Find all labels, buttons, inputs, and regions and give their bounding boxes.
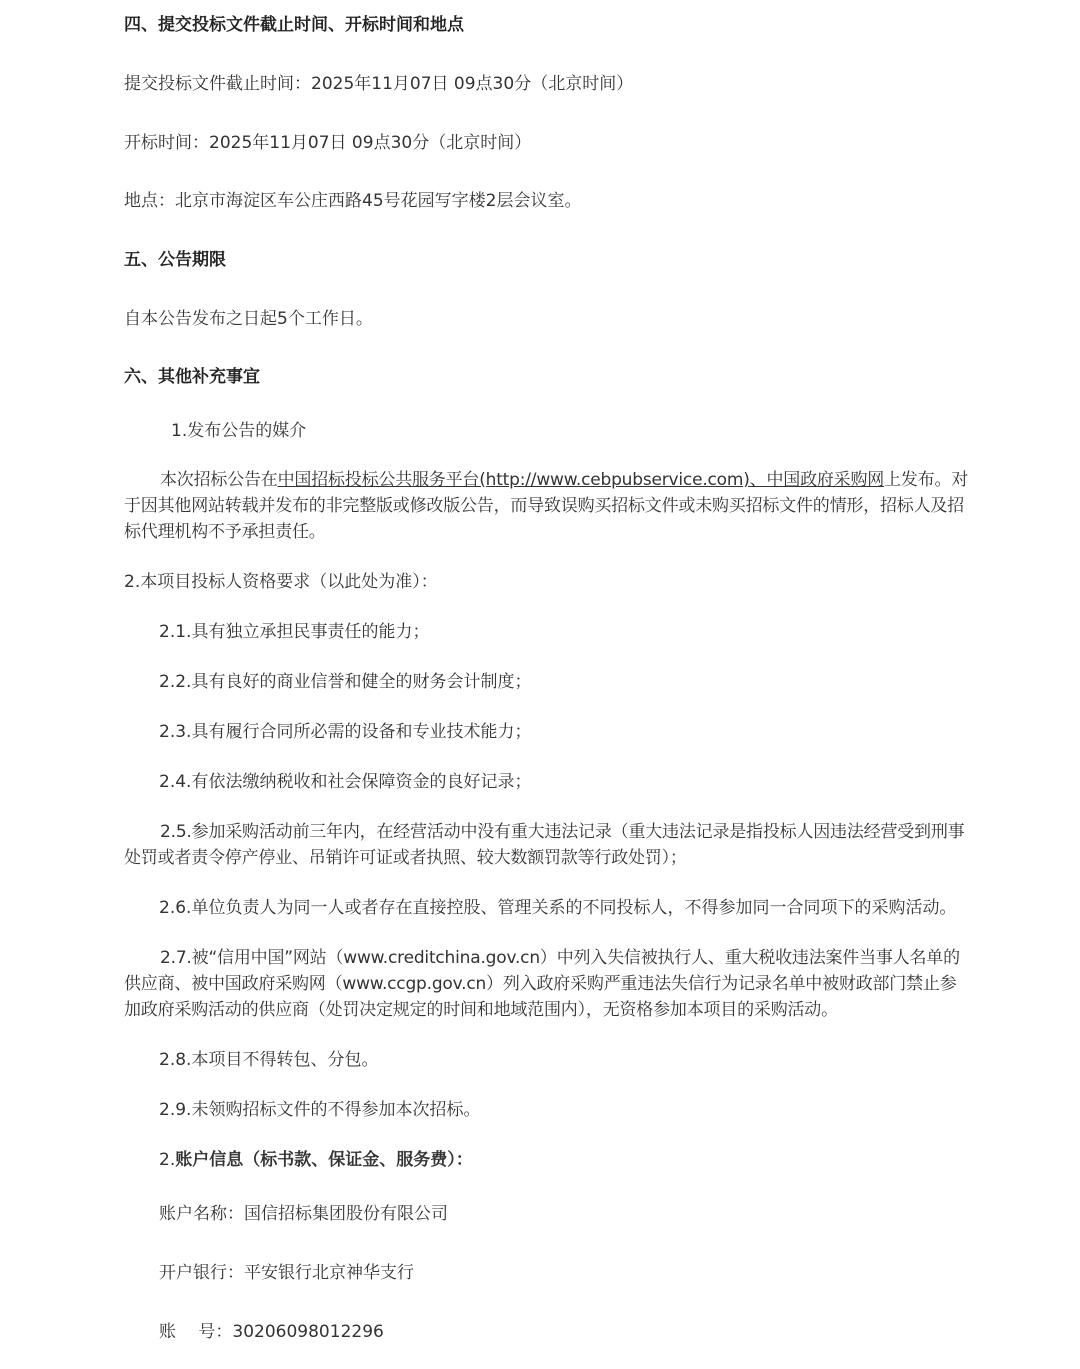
media-paragraph [124,467,970,545]
section-4-heading: 四、提交投标文件截止时间、开标时间和地点 [124,15,464,35]
media-suffix: 上发布。对于因其他网站转载并发布的非完整版或修改版公告，而导致误购买招标文件或未购买招标文件的情形，招标人及招标代理机构不予承担责任。 [124,470,969,542]
requirement-2-4: 2.4.有依法缴纳税收和社会保障资金的良好记录； [159,772,532,792]
requirement-2-8: 2.8.本项目不得转包、分包。 [159,1050,379,1070]
ccgp-link[interactable]: 中国政府采购网 [766,470,885,490]
requirement-2-2: 2.2.具有良好的商业信誉和健全的财务会计制度； [159,672,532,692]
account-bank: 开户银行：平安银行北京神华支行 [159,1263,414,1283]
account-info-number: 2. [159,1150,176,1170]
qualification-title: 2.本项目投标人资格要求（以此处为准）： [124,572,438,592]
account-info-label: 账户信息（标书款、保证金、服务费）： [175,1150,473,1170]
section-5-heading: 五、公告期限 [124,250,226,270]
requirement-2-3: 2.3.具有履行合同所必需的设备和专业技术能力； [159,722,532,742]
requirement-2-7: 2.7.被“信用中国”网站（www.creditchina.gov.cn）中列入失信被执行人、重大税收违法案件当事人名单的供应商、被中国政府采购网（www.ccgp.gov.cn）列入政府采购严重违法失信行为记录名单中被财政部门禁止参加政府采购活动的供应商（处罚决定规定的时间和地域范围内），无资格参加本项目的采购活动。 [124,948,960,1020]
media-prefix: 本次招标公告在 [160,470,278,490]
account-name: 账户名称：国信招标集团股份有限公司 [159,1204,448,1224]
media-title: 1.发布公告的媒介 [171,421,307,441]
bid-opening-time: 开标时间：2025年11月07日 09点30分（北京时间） [124,133,532,153]
bid-deadline: 提交投标文件截止时间：2025年11月07日 09点30分（北京时间） [124,74,634,94]
account-number-line [159,1319,384,1345]
section-6-heading: 六、其他补充事宜 [124,367,260,387]
requirement-2-1: 2.1.具有独立承担民事责任的能力； [159,622,430,642]
cebpubservice-link[interactable]: 中国招标投标公共服务平台(http://www.cebpubservice.com)、 [277,470,767,490]
requirement-2-5: 2.5.参加采购活动前三年内，在经营活动中没有重大违法记录（重大违法记录是指投标人因违法经营受到刑事处罚或者责令停产停业、吊销许可证或者执照、较大数额罚款等行政处罚）； [124,822,965,868]
requirement-2-9: 2.9.未领购招标文件的不得参加本次招标。 [159,1100,481,1120]
account-number-label: 账 号： [159,1322,233,1342]
requirement-2-6: 2.6.单位负责人为同一人或者存在直接控股、管理关系的不同投标人，不得参加同一合同项下的采购活动。 [159,898,957,918]
bid-location: 地点：北京市海淀区车公庄西路45号花园写字楼2层会议室。 [124,191,582,211]
account-number: 30206098012296 [232,1322,384,1342]
announcement-period: 自本公告发布之日起5个工作日。 [124,309,373,329]
account-info-title [159,1147,473,1173]
